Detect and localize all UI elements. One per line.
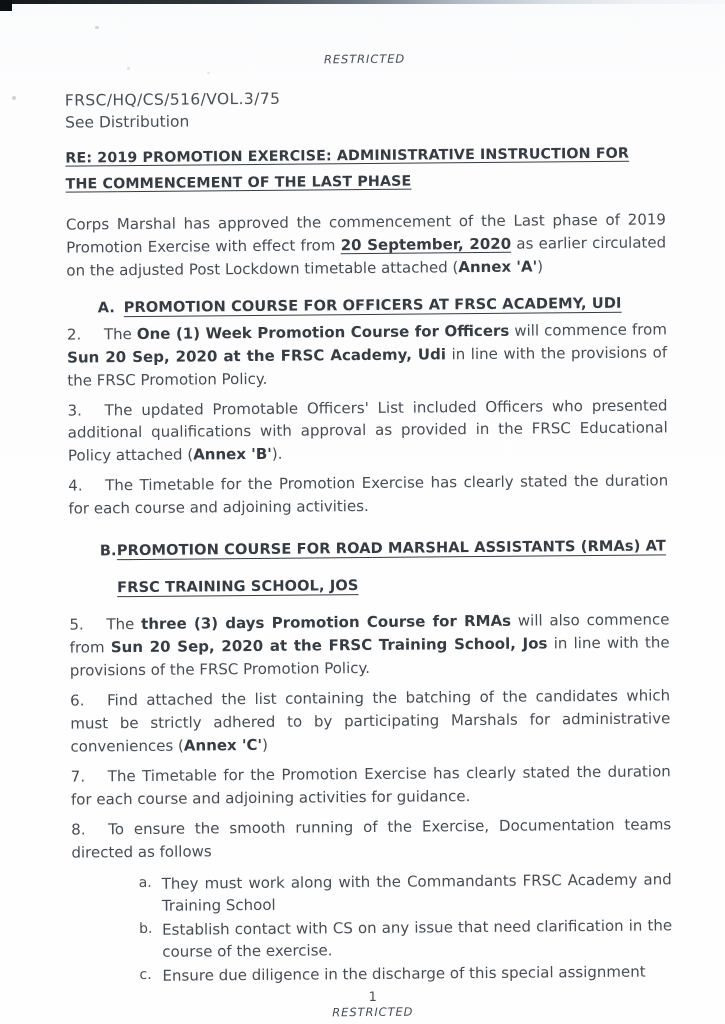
text-run: in line with the provisions of the FRSC Promotion Policy. (69, 633, 670, 680)
text-run: ). (271, 445, 283, 464)
text-run: in line with the provisions of the FRSC Promotion Policy. (67, 342, 668, 390)
text-run: Corps Marshal has approved the commencement of the Last phase of 2019 Promotion Exercise with effect from (65, 210, 667, 257)
paragraph (69, 609, 670, 683)
text-run: as earlier circulated on the adjusted Post Lockdown timetable attached ( (66, 233, 667, 280)
document-content (64, 0, 673, 1022)
paragraph (67, 394, 668, 468)
paragraph (71, 760, 671, 811)
text-run: The (103, 324, 137, 343)
paragraph-number: 4. (68, 476, 83, 495)
list-item (139, 914, 672, 964)
section-heading-text: PROMOTION COURSE FOR ROAD MARSHAL ASSISTANTS (RMAs) AT FRSC TRAINING SCHOOL, JOS (116, 537, 667, 596)
emphasis-text: Annex 'C' (183, 735, 263, 755)
paragraph-number: 5. (69, 615, 84, 634)
classification-banner-top: RESTRICTED (323, 51, 406, 67)
list-item-text: Establish contact with CS on any issue that need clarification in the course of the exercise. (162, 915, 673, 961)
document-body (66, 208, 673, 987)
text-run: To ensure the smooth running of the Exercise, Documentation teams directed as follows (71, 815, 672, 862)
emphasis-text: Sun 20 Sep, 2020 at the FRSC Academy, Udi (67, 344, 447, 367)
emphasis-text: three (3) days Promotion Course for RMAs (141, 611, 512, 634)
list-item-marker: a. (138, 874, 152, 891)
section-heading (100, 529, 670, 607)
reference-number: FRSC/HQ/CS/516/VOL.3/75 (64, 89, 281, 110)
list-item-marker: c. (139, 966, 152, 983)
text-run: will commence from (509, 320, 667, 340)
page-number: 1 (368, 989, 377, 1006)
paragraph (68, 470, 668, 521)
section-heading-text: PROMOTION COURSE FOR OFFICERS AT FRSC ACADEMY, UDI (123, 294, 622, 316)
list-item (139, 868, 672, 918)
list-item-marker: b. (139, 920, 153, 937)
paragraph (70, 684, 671, 758)
scan-speck (12, 96, 16, 100)
text-run: ) (262, 735, 269, 754)
paragraph-number: 6. (70, 691, 85, 710)
text-run: Find attached the list containing the batching of the candidates which must be strictly adhered to by participating Marshals for administrative conveniences ( (70, 686, 671, 756)
emphasis-text: 20 September, 2020 (340, 234, 512, 255)
emphasis-text: One (1) Week Promotion Course for Officers (136, 321, 510, 343)
text-run: will also commence from (69, 610, 670, 657)
paragraph-number: 2. (66, 325, 82, 344)
paragraph (66, 208, 667, 282)
subject-title: RE: 2019 PROMOTION EXERCISE: ADMINISTRATIVE INSTRUCTION FOR THE COMMENCEMENT OF THE LAST PHASE (65, 145, 630, 194)
scan-artifact-corner (0, 0, 12, 11)
text-run: ) (537, 257, 544, 276)
section-letter: A. (97, 298, 116, 317)
paragraph-number: 7. (70, 767, 86, 786)
section-letter: B. (99, 542, 117, 560)
text-run: The Timetable for the Promotion Exercise has clearly stated the duration for each course and adjoining activities for guidance. (70, 762, 671, 809)
paragraph (71, 813, 671, 864)
emphasis-text: Annex 'B' (193, 445, 272, 464)
text-run: The (106, 615, 142, 634)
emphasis-text: Annex 'A' (458, 257, 538, 276)
distribution-line: See Distribution (64, 112, 190, 132)
classification-banner-bottom: RESTRICTED (332, 1004, 414, 1020)
list-item (139, 960, 672, 987)
emphasis-text: Sun 20 Sep, 2020 at the FRSC Training School, Jos (110, 634, 548, 657)
list-item-text: Ensure due diligence in the discharge of this special assignment (162, 962, 646, 985)
paragraph (67, 318, 668, 392)
paragraph-number: 8. (71, 820, 86, 839)
section-heading (98, 294, 667, 316)
text-run: The updated Promotable Officers' List included Officers who presented additional qualifications with approval as provided in the FRSC Educational Policy attached ( (67, 395, 668, 465)
sub-list (139, 868, 673, 987)
text-run: The Timetable for the Promotion Exercise has clearly stated the duration for each course and adjoining activities. (68, 471, 669, 518)
paragraph-number: 3. (67, 400, 82, 420)
list-item-text: They must work along with the Commandants FRSC Academy and Training School (161, 869, 672, 915)
